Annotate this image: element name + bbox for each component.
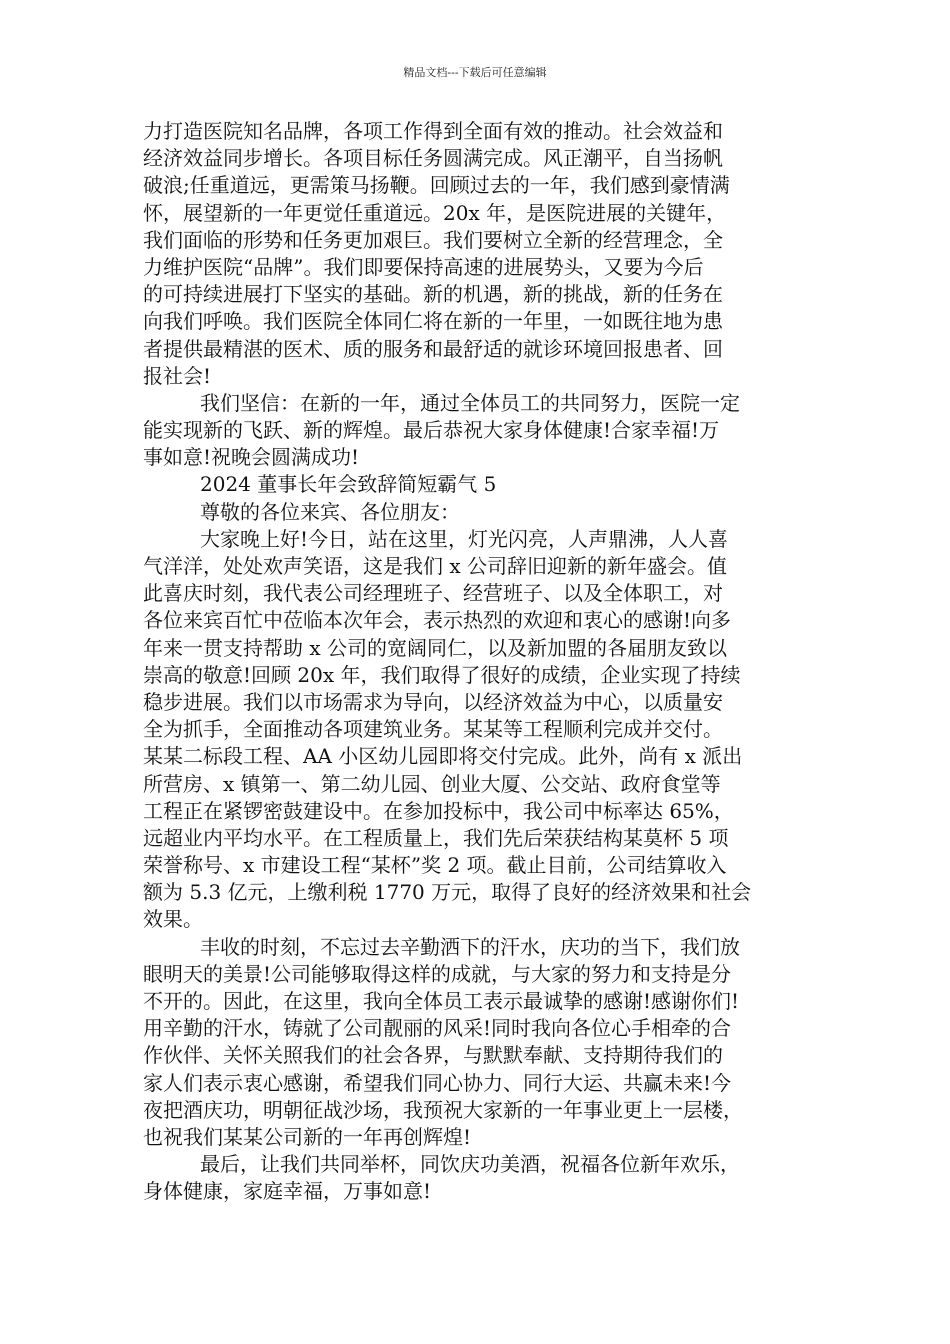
- text-line: 2024 董事长年会致辞简短霸气 5: [200, 472, 497, 497]
- text-line: 向我们呼唤。我们医院全体同仁将在新的一年里，一如既往地为患: [143, 309, 723, 334]
- text-line: 所营房、x 镇第一、第二幼儿园、创业大厦、公交站、政府食堂等: [143, 771, 721, 796]
- text-line: 效果。: [143, 907, 203, 932]
- text-line: 最后，让我们共同举杯，同饮庆功美酒，祝福各位新年欢乐，: [200, 1152, 740, 1177]
- text-line: 额为 5.3 亿元，上缴利税 1770 万元，取得了良好的经济效果和社会: [143, 880, 752, 905]
- text-line: 力维护医院“品牌”。我们即要保持高速的进展势头，又要为今后: [143, 254, 704, 279]
- text-line: 眼明天的美景!公司能够取得这样的成就，与大家的努力和支持是分: [143, 961, 732, 986]
- text-line: 作伙伴、关怀关照我们的社会各界，与默默奉献、支持期待我们的: [143, 1043, 723, 1068]
- text-line: 报社会!: [143, 363, 212, 388]
- text-line: 也祝我们某某公司新的一年再创辉煌!: [143, 1124, 472, 1149]
- text-line: 经济效益同步增长。各项目标任务圆满完成。风正潮平，自当扬帆: [143, 146, 723, 171]
- text-line: 我们面临的形势和任务更加艰巨。我们要树立全新的经营理念，全: [143, 227, 723, 252]
- text-line: 丰收的时刻，不忘过去辛勤洒下的汗水，庆功的当下，我们放: [200, 934, 740, 959]
- text-line: 不开的。因此，在这里，我向全体员工表示最诚挚的感谢!感谢你们!: [143, 989, 740, 1013]
- text-line: 身体健康，家庭幸福，万事如意!: [143, 1179, 432, 1204]
- text-line: 破浪;任重道远，更需策马扬鞭。回顾过去的一年，我们感到豪情满: [143, 173, 730, 198]
- text-line: 荣誉称号、x 市建设工程“某杯”奖 2 项。截止目前，公司结算收入: [143, 853, 727, 878]
- text-line: 崇高的敬意!回顾 20x 年，我们取得了很好的成绩，企业实现了持续: [143, 662, 741, 687]
- text-line: 能实现新的飞跃、新的辉煌。最后恭祝大家身体健康!合家幸福!万: [143, 418, 720, 443]
- document-body: [143, 118, 813, 1206]
- text-line: 用辛勤的汗水，铸就了公司靓丽的风采!同时我向各位心手相牵的合: [143, 1016, 732, 1041]
- text-line: 的可持续进展打下坚实的基础。新的机遇，新的挑战，新的任务在: [143, 282, 723, 307]
- text-line: 者提供最精湛的医术、质的服务和最舒适的就诊环境回报患者、回: [143, 336, 723, 361]
- text-line: 我们坚信：在新的一年，通过全体员工的共同努力，医院一定: [200, 390, 740, 415]
- text-line: 大家晚上好!今日，站在这里，灯光闪亮，人声鼎沸，人人喜: [200, 526, 729, 551]
- text-line: 此喜庆时刻，我代表公司经理班子、经营班子、以及全体职工，对: [143, 581, 723, 606]
- text-line: 全为抓手，全面推动各项建筑业务。某某等工程顺利完成并交付。: [143, 717, 723, 742]
- text-line: 怀，展望新的一年更觉任重道远。20x 年，是医院进展的关键年，: [143, 200, 727, 225]
- text-line: 各位来宾百忙中莅临本次年会，表示热烈的欢迎和衷心的感谢!向多: [143, 608, 732, 633]
- text-line: 气洋洋，处处欢声笑语，这是我们 x 公司辞旧迎新的新年盛会。值: [143, 554, 727, 578]
- text-line: 事如意!祝晚会圆满成功!: [143, 445, 360, 470]
- text-line: 远超业内平均水平。在工程质量上，我们先后荣获结构某莫杯 5 项: [143, 825, 729, 850]
- text-line: 某某二标段工程、AA 小区幼儿园即将交付完成。此外，尚有 x 派出: [143, 744, 743, 769]
- text-line: 工程正在紧锣密鼓建设中。在参加投标中，我公司中标率达 65%，: [143, 798, 734, 823]
- text-line: 家人们表示衷心感谢，希望我们同心协力、同行大运、共赢未来!今: [143, 1070, 732, 1095]
- text-line: 稳步进展。我们以市场需求为导向，以经济效益为中心，以质量安: [143, 689, 723, 714]
- text-line: 年来一贯支持帮助 x 公司的宽阔同仁，以及新加盟的各届朋友致以: [143, 635, 727, 660]
- text-line: 夜把酒庆功，明朝征战沙场，我预祝大家新的一年事业更上一层楼，: [143, 1097, 743, 1122]
- text-line: 尊敬的各位来宾、各位朋友：: [200, 499, 460, 524]
- page-header: 精品文档---下载后可任意编辑: [403, 66, 547, 79]
- text-line: 力打造医院知名品牌，各项工作得到全面有效的推动。社会效益和: [143, 119, 723, 143]
